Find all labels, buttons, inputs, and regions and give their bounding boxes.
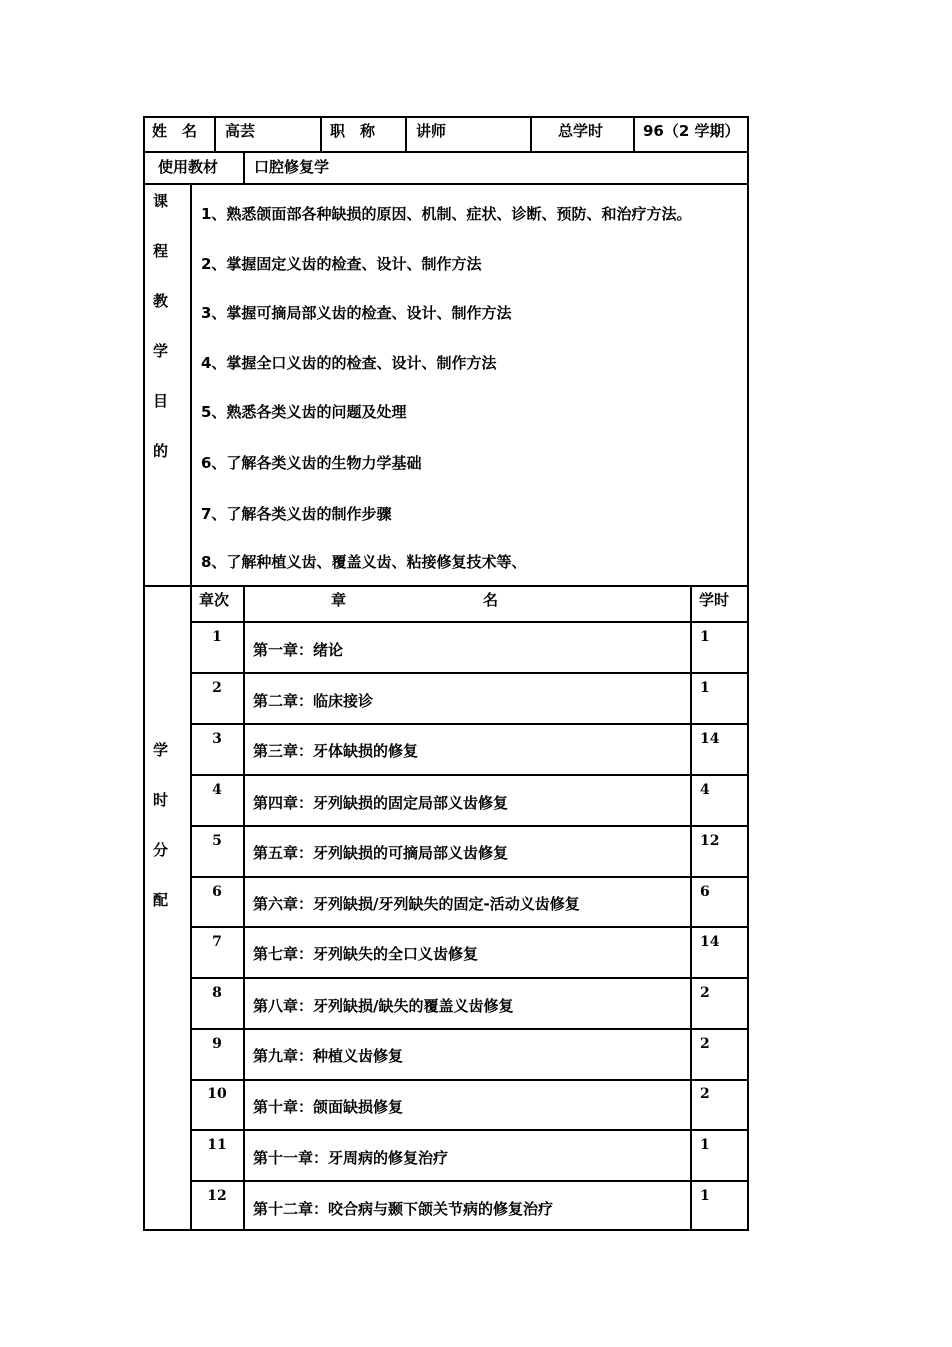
- schedule-label-char: 分: [153, 841, 169, 859]
- divider: [190, 723, 749, 725]
- chapter-no: 1: [212, 629, 222, 645]
- chapter-hours: 1: [700, 1137, 710, 1153]
- chapter-name: 第八章：牙列缺损/缺失的覆盖义齿修复: [253, 997, 514, 1015]
- chapter-name: 第十一章：牙周病的修复治疗: [253, 1149, 449, 1167]
- title-label: 职 称: [330, 122, 376, 140]
- chapter-name: 第四章：牙列缺损的固定局部义齿修复: [253, 794, 509, 812]
- chapter-name: 第五章：牙列缺损的可摘局部义齿修复: [253, 844, 509, 862]
- chapter-no: 9: [212, 1036, 222, 1052]
- objective-item: 5、熟悉各类义齿的问题及处理: [201, 403, 407, 421]
- divider: [190, 183, 192, 1231]
- col-name-left: 章: [331, 591, 347, 609]
- chapter-name: 第六章：牙列缺损/牙列缺失的固定-活动义齿修复: [253, 895, 580, 913]
- chapter-hours: 2: [700, 1086, 710, 1102]
- chapter-hours: 14: [700, 731, 720, 747]
- chapter-no: 6: [212, 884, 222, 900]
- divider: [190, 876, 749, 878]
- chapter-hours: 1: [700, 1188, 710, 1204]
- objectives-label-char: 程: [153, 242, 169, 260]
- objective-item: 1、熟悉颌面部各种缺损的原因、机制、症状、诊断、预防、和治疗方法。: [201, 205, 692, 223]
- total-hours-value: 96（2 学期）: [643, 122, 740, 140]
- divider: [143, 151, 749, 153]
- divider: [190, 825, 749, 827]
- objectives-label-char: 课: [153, 192, 169, 210]
- chapter-name: 第一章：绪论: [253, 641, 344, 659]
- objectives-label-char: 教: [153, 292, 169, 310]
- divider: [405, 116, 407, 152]
- chapter-no: 5: [212, 833, 222, 849]
- chapter-name: 第十章：颌面缺损修复: [253, 1098, 404, 1116]
- col-name-right: 名: [483, 591, 499, 609]
- chapter-no: 2: [212, 680, 222, 696]
- objectives-label-char: 学: [153, 342, 169, 360]
- chapter-hours: 2: [700, 985, 710, 1001]
- col-hours: 学时: [699, 591, 730, 609]
- divider: [633, 116, 635, 152]
- divider: [214, 116, 216, 152]
- divider: [190, 1079, 749, 1081]
- textbook-value: 口腔修复学: [254, 158, 330, 176]
- objectives-label-char: 的: [153, 442, 169, 460]
- chapter-no: 3: [212, 731, 222, 747]
- chapter-no: 4: [212, 782, 222, 798]
- divider: [190, 1028, 749, 1030]
- textbook-label: 使用教材: [158, 158, 219, 176]
- objective-item: 7、了解各类义齿的制作步骤: [201, 505, 392, 523]
- divider: [690, 585, 692, 1231]
- divider: [143, 585, 749, 587]
- total-hours-label: 总学时: [558, 122, 604, 140]
- chapter-hours: 2: [700, 1036, 710, 1052]
- schedule-label-char: 学: [153, 741, 169, 759]
- objectives-label-char: 目: [153, 392, 169, 410]
- objective-item: 2、掌握固定义齿的检查、设计、制作方法: [201, 255, 482, 273]
- chapter-name: 第十二章：咬合病与颞下颌关节病的修复治疗: [253, 1200, 554, 1218]
- chapter-hours: 1: [700, 629, 710, 645]
- chapter-no: 8: [212, 985, 222, 1001]
- name-label: 姓 名: [152, 122, 198, 140]
- chapter-hours: 4: [700, 782, 710, 798]
- divider: [530, 116, 532, 152]
- chapter-name: 第七章：牙列缺失的全口义齿修复: [253, 945, 479, 963]
- divider: [143, 183, 749, 185]
- divider: [243, 585, 245, 1231]
- divider: [243, 151, 245, 184]
- objective-item: 3、掌握可摘局部义齿的检查、设计、制作方法: [201, 304, 512, 322]
- name-value: 高芸: [225, 122, 256, 140]
- divider: [190, 977, 749, 979]
- chapter-hours: 14: [700, 934, 720, 950]
- divider: [190, 774, 749, 776]
- chapter-hours: 6: [700, 884, 710, 900]
- divider: [190, 672, 749, 674]
- divider: [190, 1180, 749, 1182]
- chapter-hours: 1: [700, 680, 710, 696]
- col-chapter-no: 章次: [199, 591, 230, 609]
- schedule-label-char: 配: [153, 891, 169, 909]
- chapter-no: 12: [207, 1188, 227, 1204]
- title-value: 讲师: [416, 122, 447, 140]
- objective-item: 4、掌握全口义齿的的检查、设计、制作方法: [201, 354, 497, 372]
- objective-item: 8、了解种植义齿、覆盖义齿、粘接修复技术等、: [201, 553, 527, 571]
- schedule-label-char: 时: [153, 791, 169, 809]
- chapter-no: 7: [212, 934, 222, 950]
- divider: [320, 116, 322, 152]
- divider: [190, 1129, 749, 1131]
- objective-item: 6、了解各类义齿的生物力学基础: [201, 454, 422, 472]
- chapter-no: 11: [207, 1137, 227, 1153]
- chapter-no: 10: [207, 1086, 227, 1102]
- chapter-name: 第二章：临床接诊: [253, 692, 374, 710]
- divider: [190, 926, 749, 928]
- chapter-hours: 12: [700, 833, 720, 849]
- divider: [190, 621, 749, 623]
- chapter-name: 第九章：种植义齿修复: [253, 1047, 404, 1065]
- chapter-name: 第三章：牙体缺损的修复: [253, 742, 419, 760]
